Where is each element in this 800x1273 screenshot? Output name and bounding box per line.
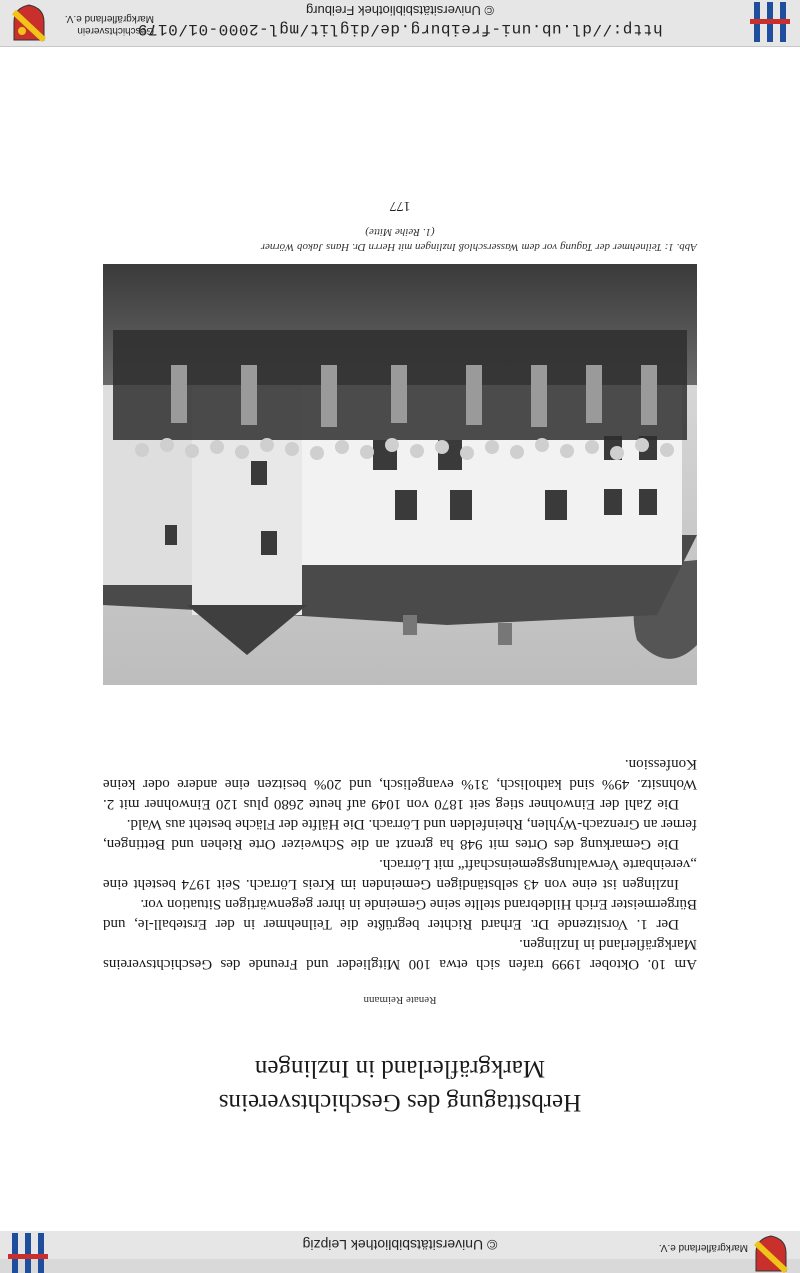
article-title-line2: Markgräflerland in Inzlingen [254,1055,546,1082]
header-band [0,1230,800,1259]
caption-line2: (1. Reihe Mitte) [365,226,435,238]
paragraph-5: Die Zahl der Einwohner stieg seit 1870 von 1049 auf heute 2680 plus 120 Einwohner mit 2. Wohnsitz. 49% sind katholisch, 31% evangelisch, und 20% besitzen eine andere oder keine Konfession. [103,756,697,812]
article-body [103,754,697,974]
document-page [0,47,800,1231]
paragraph-1: Am 10. Oktober 1999 trafen sich etwa 100 Mitglieder und Freunde des Geschichtsvereins Markgräflerland in Inzlingen. [103,936,697,972]
article-title-line1: Herbsttagung des Geschichtsvereins [218,1089,582,1116]
photo-caption [103,224,697,254]
group-photo [103,264,697,685]
page-number: 177 [389,198,411,213]
photo-dormer [403,615,417,635]
paragraph-2: Der 1. Vorsitzende Dr. Erhard Richter begrüßte die Teilnehmer in der Ersteball-le, und Bürgermeister Erich Hildebrand stellte seine Gemeinde in ihrer gegenwärtigen Situation vor. [103,896,697,932]
paragraph-4: Die Gemarkung des Ortes mit 948 ha grenzt an die Schweizer Orte Riehen und Bettingen, ferner an Grenzach-Wyhlen, Rheinfelden und Lörrach. Die Hälfte der Fläche besteht aus Wald. [103,816,697,852]
article-author: Renate Reimann [363,994,437,1006]
photo-dormer [498,623,512,645]
org-label-line2: Markgräflerland e.V. [64,13,154,24]
paragraph-3: Inzlingen ist eine von 43 selbständigen Gemeinden im Kreis Lörrach. Seit 1974 besteht eine „vereinbarte Verwaltungsgemeinschaft“ mit Lörrach. [103,856,697,892]
caption-line1: Abb. 1: Teilnehmer der Tagung vor dem Wasserschloß Inzlingen mit Herrn Dr. Hans Jakob Wörner [260,241,697,253]
library-logo-icon [8,1233,48,1273]
footer-copyright: © Universitätsbibliothek Freiburg [305,3,495,18]
footer-band [0,0,800,47]
org-label: Markgräflerland e.V. [658,1242,748,1253]
header-copyright: © Universitätsbibliothek Leipzig [302,1237,498,1253]
crest-icon [12,4,46,42]
document-url[interactable]: http://dl.ub.uni-freiburg.de/diglit/mgl-2000-01/0179 [137,20,663,38]
org-label-line1: Geschichtsverein [77,25,154,36]
